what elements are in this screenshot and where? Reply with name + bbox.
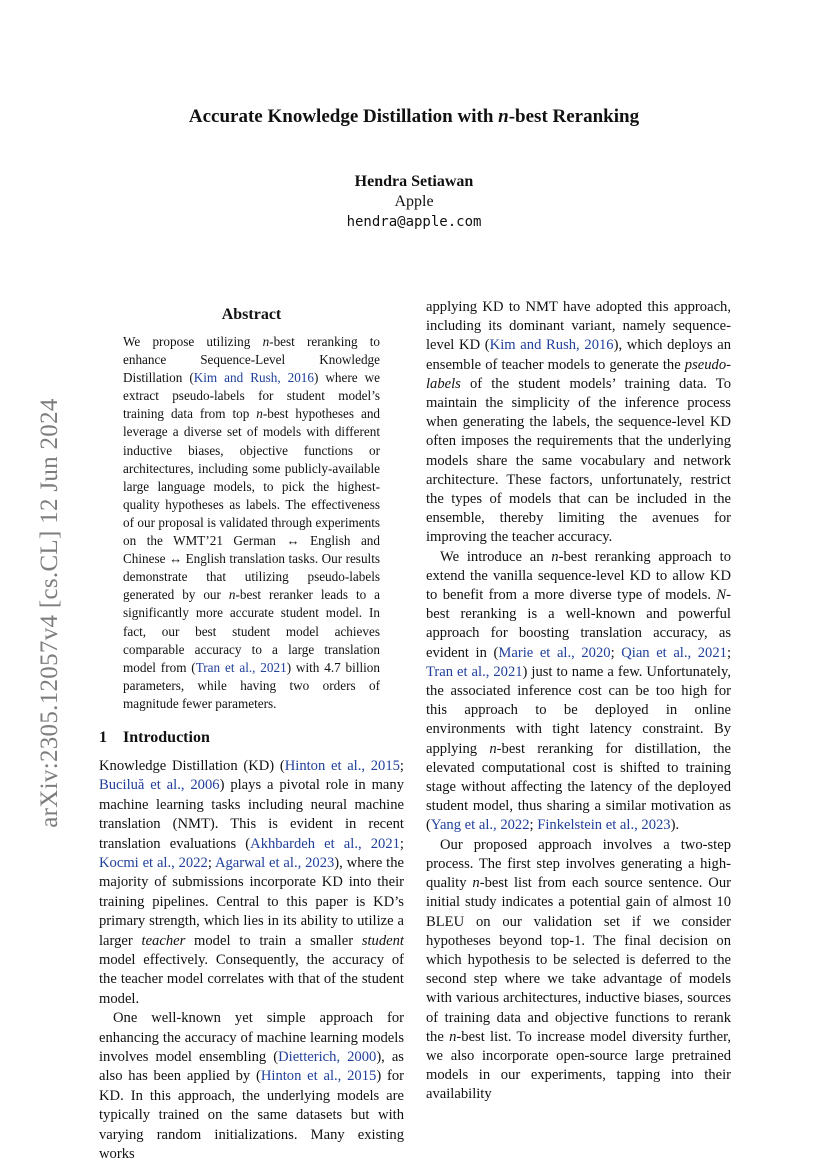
author-block xyxy=(0,172,828,232)
citation-link[interactable]: Hinton et al., 2015 xyxy=(260,1068,377,1085)
section-number: 1 xyxy=(99,728,107,746)
intro-paragraph-4: Our proposed approach involves a two-step process. The first step involves generating a high-quality n-best list from each source sentence. Our initial study indicates a potential gain of almost 10 BLEU on our validation set if we consider hypotheses beyond top-1. The final decision on which hypothesis to be selected is deferred to the second step where we take advantage of models with various architectures, inductive biases, sources of training data and objective functions to rerank the n-best list. To increase model diversity further, we also incorporate open-source large pretrained models in our experiments, tapping into their availability xyxy=(426,836,731,1103)
section-title: Introduction xyxy=(123,728,210,746)
intro-paragraph-1: Knowledge Distillation (KD) (Hinton et al., 2015; Buciluă et al., 2006) plays a pivotal role in many machine learning tasks including neural machine translation (NMT). This is evident in recent translation evaluations (Akhbardeh et al., 2021; Kocmi et al., 2022; Agarwal et al., 2023), where the majority of submissions incorporate KD into their training pipelines. Central to this paper is KD’s primary strength, which lies in its ability to utilize a larger teacher model to train a smaller student model effectively. Consequently, the accuracy of the teacher model correlates with that of the student model. xyxy=(99,757,404,1007)
citation-link[interactable]: Tran et al., 2021 xyxy=(195,659,287,675)
citation-link[interactable]: Dietterich, 2000 xyxy=(278,1049,377,1066)
intro-paragraph-2: One well-known yet simple approach for enhancing the accuracy of machine learning models involves model ensembling (Dietterich, 2000), as also has been applied by (Hinton et al., 2015) for KD. In this approach, the underlying models are typically trained on the same datasets but with varying random initializations. Many existing works xyxy=(99,1010,404,1163)
citation-link[interactable]: Agarwal et al., 2023 xyxy=(214,855,335,871)
author-affiliation: Apple xyxy=(394,193,434,210)
citation-link[interactable]: Hinton et al., 2015 xyxy=(284,757,400,774)
citation-link[interactable]: Tran et al., 2021 xyxy=(426,663,523,680)
author-name: Hendra Setiawan xyxy=(354,173,474,190)
citation-link[interactable]: Marie et al., 2020 xyxy=(498,644,611,661)
paper-title xyxy=(0,106,828,128)
citation-link[interactable]: Qian et al., 2021 xyxy=(621,644,727,661)
abstract-body: We propose utilizing n-best reranking to enhance Sequence-Level Knowledge Distillation (Kim and Rush, 2016) where we extract pseudo-labels for student model’s training data from top n-best hypotheses and leverage a diverse set of models with different inductive biases, objective functions or architectures, including some publicly-available large language models, to pick the highest-quality hypotheses as labels. The effectiveness of our proposal is validated through experiments on the WMT’21 German ↔ English and Chinese ↔ English translation tasks. Our results demonstrate that utilizing pseudo-labels generated by our n-best reranker leads to a significantly more accurate student model. In fact, our best student model achieves comparable accuracy to a large translation model from (Tran et al., 2021) with 4.7 billion parameters, while having two orders of magnitude fewer parameters. xyxy=(123,334,381,711)
citation-link[interactable]: Akhbardeh et al., 2021 xyxy=(250,835,400,852)
citation-link[interactable]: Yang et al., 2022 xyxy=(430,817,530,834)
title-italic-n: n xyxy=(498,106,509,127)
right-column xyxy=(426,298,731,1105)
arxiv-identifier-stamp: arXiv:2305.12057v4 [cs.CL] 12 Jun 2024 xyxy=(36,398,63,828)
abstract-heading: Abstract xyxy=(221,306,282,323)
citation-link[interactable]: Finkelstein et al., 2023 xyxy=(537,817,671,834)
citation-link[interactable]: Kocmi et al., 2022 xyxy=(99,855,208,871)
citation-link[interactable]: Buciluă et al., 2006 xyxy=(99,777,220,794)
citation-link[interactable]: Kim and Rush, 2016 xyxy=(193,370,314,386)
author-email: hendra@apple.com xyxy=(346,214,482,230)
intro-paragraph-3: We introduce an n-best reranking approach to extend the vanilla sequence-level KD to allow KD to benefit from a more diverse type of models. N-best reranking is a well-known and powerful approach for boosting translation accuracy, as evident in (Marie et al., 2020; Qian et al., 2021; Tran et al., 2021) just to name a few. Unfortunately, the associated inference cost can be too high for this approach to be deployed in online environments with tight latency constraint. By applying n-best reranking for distillation, the elevated computational cost is shifted to training stage without affecting the latency of the deployed student model, thus sharing a similar motivation as (Yang et al., 2022; Finkelstein et al., 2023). xyxy=(426,548,732,834)
intro-paragraph-2-continued: applying KD to NMT have adopted this approach, including its dominant variant, namely sequence-level KD (Kim and Rush, 2016), which deploys an ensemble of teacher models to generate the pseudo-labels of the student models’ training data. To maintain the simplicity of the inference process when generating the labels, the sequence-level KD often imposes the requirements that the underlying models share the same vocabulary and network architecture. These factors, unfortunately, restrict the types of models that can be included in the ensemble, thereby limiting the avenues for improving the teacher accuracy. xyxy=(426,299,731,546)
title-text: Accurate Knowledge Distillation with xyxy=(188,106,499,127)
section-heading-introduction xyxy=(99,728,404,748)
citation-link[interactable]: Kim and Rush, 2016 xyxy=(489,337,614,354)
title-text-rest: -best Reranking xyxy=(508,106,640,127)
left-column xyxy=(99,305,404,1165)
